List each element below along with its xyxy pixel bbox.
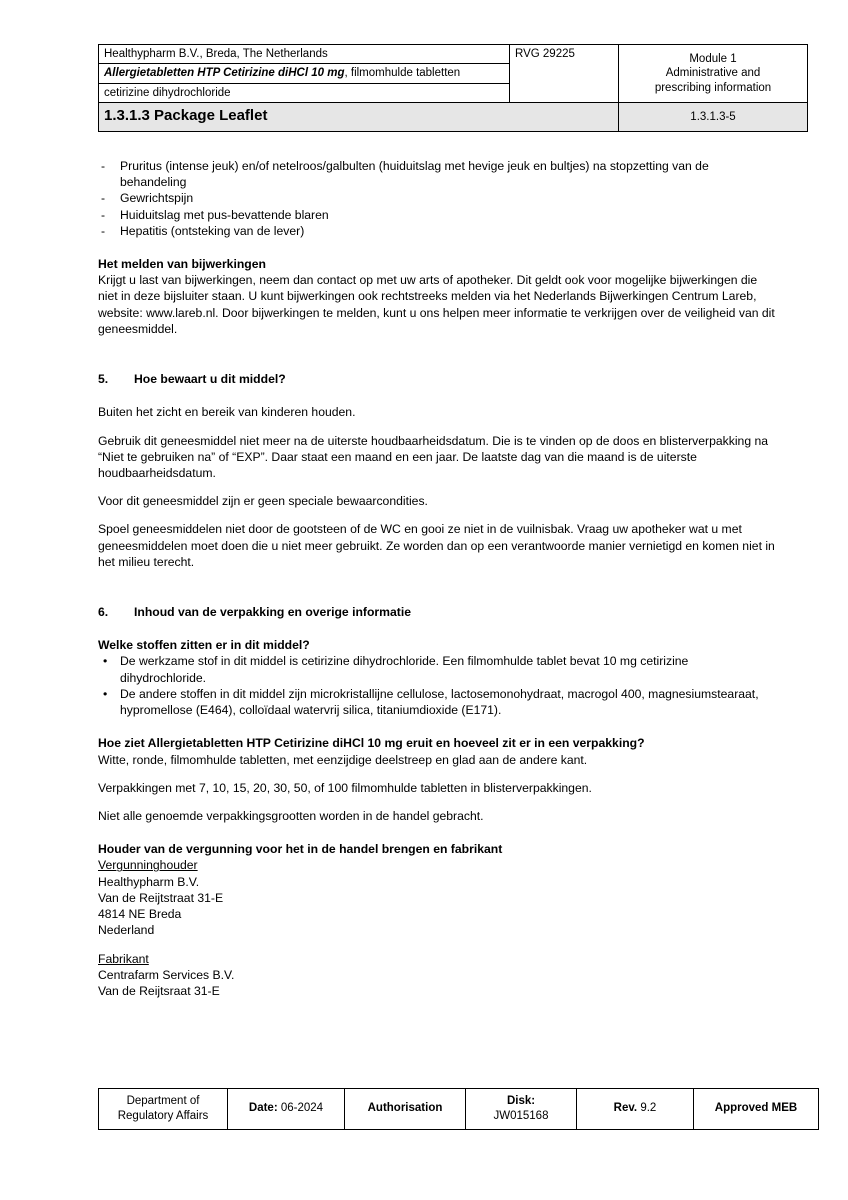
header-product-name: Allergietabletten HTP Cetirizine diHCl 10 mg <box>104 67 345 80</box>
footer-date <box>228 1089 345 1130</box>
section-6-number: 6. <box>98 605 109 620</box>
header-module-line2: Administrative and <box>665 67 761 80</box>
section-5-paragraph-4: Spoel geneesmiddelen niet door de gootsteen of de WC en gooi ze niet in de vuilnisbak. Vraag uw apotheker wat u met geneesmiddelen moet doen die u niet meer gebruikt. Ze worden dan op een verantwoorde manier vernietigd en komen niet in het milieu terecht. <box>98 522 775 569</box>
holder-line-2: Van de Reijtstraat 31-E <box>98 890 224 905</box>
manufacturer-line-1: Centrafarm Services B.V. <box>98 967 235 982</box>
header-rvg-text: RVG 29225 <box>515 48 575 60</box>
section-6-heading <box>98 604 776 620</box>
footer-date-value: 06-2024 <box>277 1102 324 1115</box>
appearance-paragraph-2: Verpakkingen met 7, 10, 15, 20, 30, 50, of 100 filmomhulde tabletten in blisterverpakkingen. <box>98 780 592 795</box>
footer-department-line1: Department of <box>126 1095 200 1107</box>
holder-heading: Houder van de vergunning voor het in de handel brengen en fabrikant <box>98 842 503 857</box>
list-item: - Huiduitslag met pus-bevattende blaren <box>98 207 776 223</box>
header-module-line3: prescribing information <box>654 81 772 94</box>
list-item: - Pruritus (intense jeuk) en/of netelroos/galbulten (huiduitslag met hevige jeuk en bultjes) na stopzetting van de behandeling <box>98 158 776 190</box>
footer-date-label: Date: <box>248 1102 278 1115</box>
header-product-cell <box>99 64 510 83</box>
side-effects-list <box>98 158 776 239</box>
footer-row <box>99 1089 819 1130</box>
header-substance-cell: cetirizine dihydrochloride <box>99 83 510 102</box>
section-5-number: 5. <box>98 372 109 387</box>
section-5-title: Hoe bewaart u dit middel? <box>134 372 286 387</box>
header-rvg-cell <box>510 45 619 103</box>
reporting-heading: Het melden van bijwerkingen <box>98 256 266 271</box>
holder-line-3: 4814 NE Breda <box>98 907 182 922</box>
header-company-cell: Healthypharm B.V., Breda, The Netherlands <box>99 45 510 64</box>
holder-line-1: Healthypharm B.V. <box>98 874 200 889</box>
footer-rev-label: Rev. <box>613 1102 638 1115</box>
appearance-heading: Hoe ziet Allergietabletten HTP Cetirizine diHCl 10 mg eruit en hoeveel zit er in een verpakking? <box>98 736 645 751</box>
leaflet-code: 1.3.1.3-5 <box>619 103 808 132</box>
section-6-title: Inhoud van de verpakking en overige informatie <box>134 605 411 620</box>
list-item: • De werkzame stof in dit middel is cetirizine dihydrochloride. Een filmomhulde tablet bevat 10 mg cetirizine dihydrochloride. <box>98 653 776 685</box>
holder-line-4: Nederland <box>98 923 155 938</box>
footer-authorisation-label: Authorisation <box>367 1102 443 1115</box>
footer-department-line2: Regulatory Affairs <box>117 1109 209 1122</box>
leaflet-title: 1.3.1.3 Package Leaflet <box>99 103 619 132</box>
section-5-paragraph-2: Gebruik dit geneesmiddel niet meer na de uiterste houdbaarheidsdatum. Die is te vinden op de doos en blisterverpakking na “Niet te gebruiken na” of “EXP”. Daar staat een maand en een jaar. De laatste dag van die maand is de uiterste houdbaarheidsdatum. <box>98 433 769 480</box>
substances-heading: Welke stoffen zitten er in dit middel? <box>98 638 310 653</box>
footer-department <box>99 1089 228 1130</box>
footer-authorisation <box>345 1089 466 1130</box>
header-product-form: , filmomhulde tabletten <box>344 67 461 80</box>
list-item: • De andere stoffen in dit middel zijn microkristallijne cellulose, lactosemonohydraat, macrogol 400, magnesiumstearaat, hypromellose (E464), colloïdaal watervrij silica, titaniumdioxide (E171). <box>98 686 776 718</box>
header-row-company <box>99 45 808 64</box>
reporting-text: Krijgt u last van bijwerkingen, neem dan contact op met uw arts of apotheker. Dit geldt ook voor mogelijke bijwerkingen die niet in deze bijsluiter staan. U kunt bijwerkingen ook rechtstreeks melden via het Nederlands Bijwerkingen Centrum Lareb, website: www.lareb.nl. Door bijwerkingen te melden, kunt u ons helpen meer informatie te verkrijgen over de veiligheid van dit geneesmiddel. <box>98 273 775 336</box>
list-item: - Gewrichtspijn <box>98 190 776 206</box>
appearance-paragraph-3: Niet alle genoemde verpakkingsgrootten worden in de handel gebracht. <box>98 809 484 823</box>
footer-disk-label: Disk: <box>506 1095 536 1107</box>
header-module-cell <box>619 45 808 103</box>
document-body <box>98 158 776 999</box>
footer-approved <box>694 1089 819 1130</box>
header-row-leaflet <box>99 103 808 132</box>
section-5-heading <box>98 371 776 387</box>
list-item: - Hepatitis (ontsteking van de lever) <box>98 223 776 239</box>
footer-revision <box>577 1089 694 1130</box>
section-5-paragraph-1: Buiten het zicht en bereik van kinderen houden. <box>98 405 356 420</box>
footer-approved-label: Approved MEB <box>714 1102 798 1115</box>
holder-subheading: Vergunninghouder <box>98 858 198 873</box>
manufacturer-line-2: Van de Reijtsraat 31-E <box>98 983 220 998</box>
substances-list <box>98 653 776 718</box>
document-footer-table <box>98 1088 819 1130</box>
header-module-line1: Module 1 <box>689 53 737 65</box>
manufacturer-subheading: Fabrikant <box>98 951 149 966</box>
footer-disk-value: JW015168 <box>493 1109 549 1122</box>
footer-rev-value: 9.2 <box>637 1102 657 1115</box>
section-5-paragraph-3: Voor dit geneesmiddel zijn er geen speciale bewaarcondities. <box>98 494 428 509</box>
appearance-paragraph-1: Witte, ronde, filmomhulde tabletten, met eenzijdige deelstreep en glad aan de andere kant. <box>98 752 588 767</box>
document-header-table <box>98 44 808 132</box>
footer-disk <box>466 1089 577 1130</box>
